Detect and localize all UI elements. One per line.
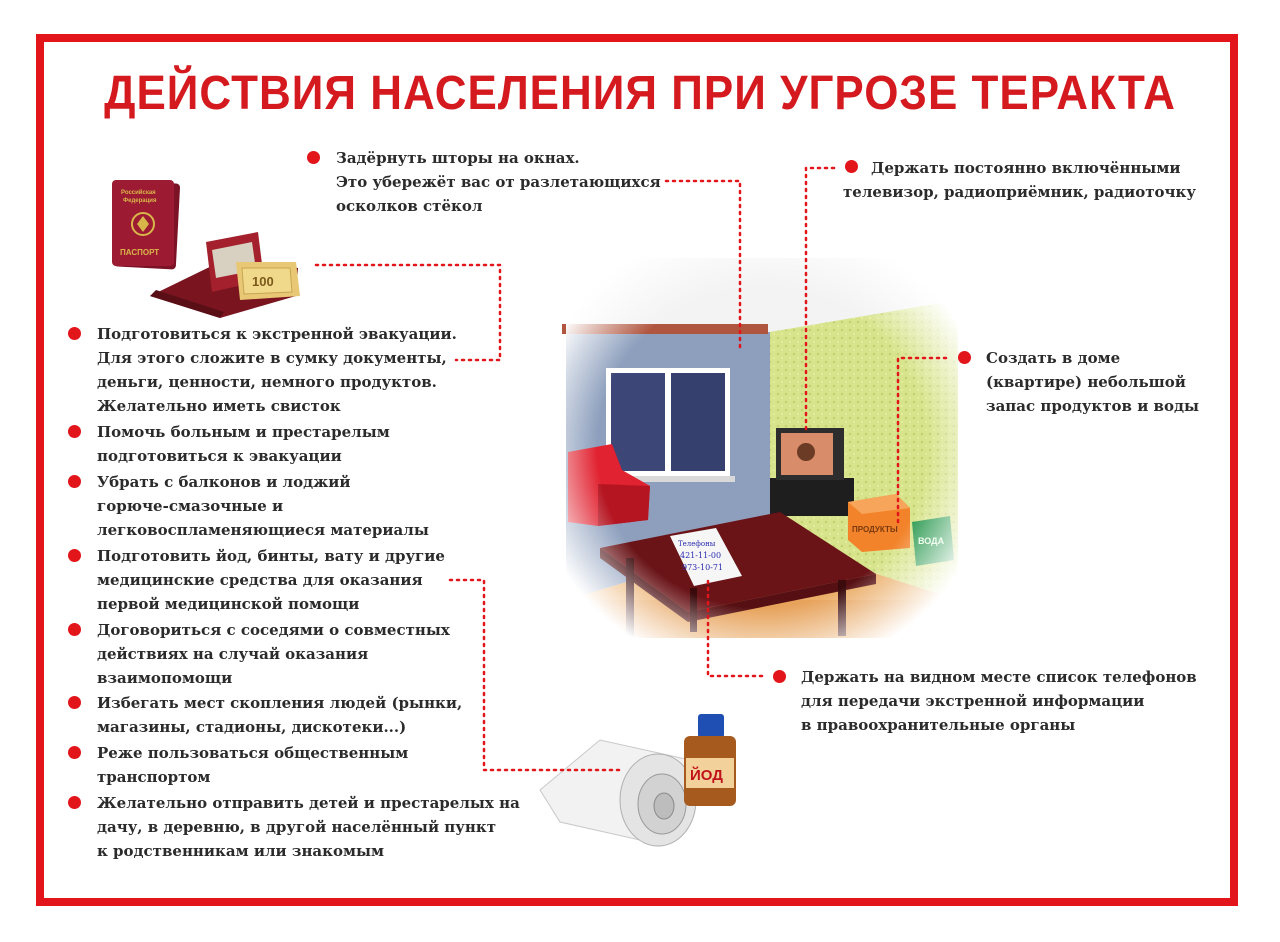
bullet	[68, 475, 81, 488]
bandage-iodine-illustration	[540, 714, 736, 846]
tip-neighbors: Договориться с соседями о совместных действиях на случай оказания взаимопомощи	[97, 621, 450, 687]
tip-tv: Держать постоянно включёнными телевизор, радиоприёмник, радиоточку	[843, 159, 1196, 201]
passport-top: Российская	[121, 190, 156, 196]
passport-wallet-illustration	[112, 180, 300, 318]
tip-supplies: Создать в доме (квартире) небольшой запас продуктов и воды	[986, 349, 1200, 415]
tip-curtains: Задёрнуть шторы на окнах. Это убережёт вас от разлетающихся осколков стёкол	[336, 149, 661, 215]
tip-phones: Держать на видном месте список телефонов для передачи экстренной информации в правоохранительные органы	[801, 668, 1197, 734]
tip-evacuation: Подготовиться к экстренной эвакуации. Для этого сложите в сумку документы, деньги, ценности, немного продуктов. Желательно иметь свисток	[97, 325, 457, 415]
bullet	[958, 351, 971, 364]
bullet	[68, 746, 81, 759]
tip-help-sick: Помочь больным и престарелым подготовиться к эвакуации	[97, 423, 390, 465]
bullet	[773, 670, 786, 683]
bullet	[68, 623, 81, 636]
bullet	[307, 151, 320, 164]
tip-balcony: Убрать с балконов и лоджий горюче-смазочные и легковоспламеняющиеся материалы	[97, 473, 429, 539]
tip-children: Желательно отправить детей и престарелых на дачу, в деревню, в другой населённый пункт к родственникам или знакомым	[97, 794, 520, 860]
poster-title: ДЕЙСТВИЯ НАСЕЛЕНИЯ ПРИ УГРОЗЕ ТЕРАКТА	[104, 66, 1176, 120]
passport-label: ПАСПОРТ	[120, 248, 160, 257]
tip-medical: Подготовить йод, бинты, вату и другие медицинские средства для оказания первой медицинской помощи	[97, 547, 445, 613]
bullet	[68, 425, 81, 438]
tip-transport: Реже пользоваться общественным транспортом	[97, 744, 409, 786]
money-label: 100	[252, 274, 274, 289]
bullet	[68, 327, 81, 340]
passport-top2: Федерация	[123, 198, 157, 204]
room-illustration	[562, 258, 958, 638]
tip-crowds: Избегать мест скопления людей (рынки, магазины, стадионы, дискотеки...)	[97, 694, 463, 736]
bullet	[68, 549, 81, 562]
iodine-label: ЙОД	[690, 767, 723, 784]
bullet	[68, 696, 81, 709]
bullet	[68, 796, 81, 809]
